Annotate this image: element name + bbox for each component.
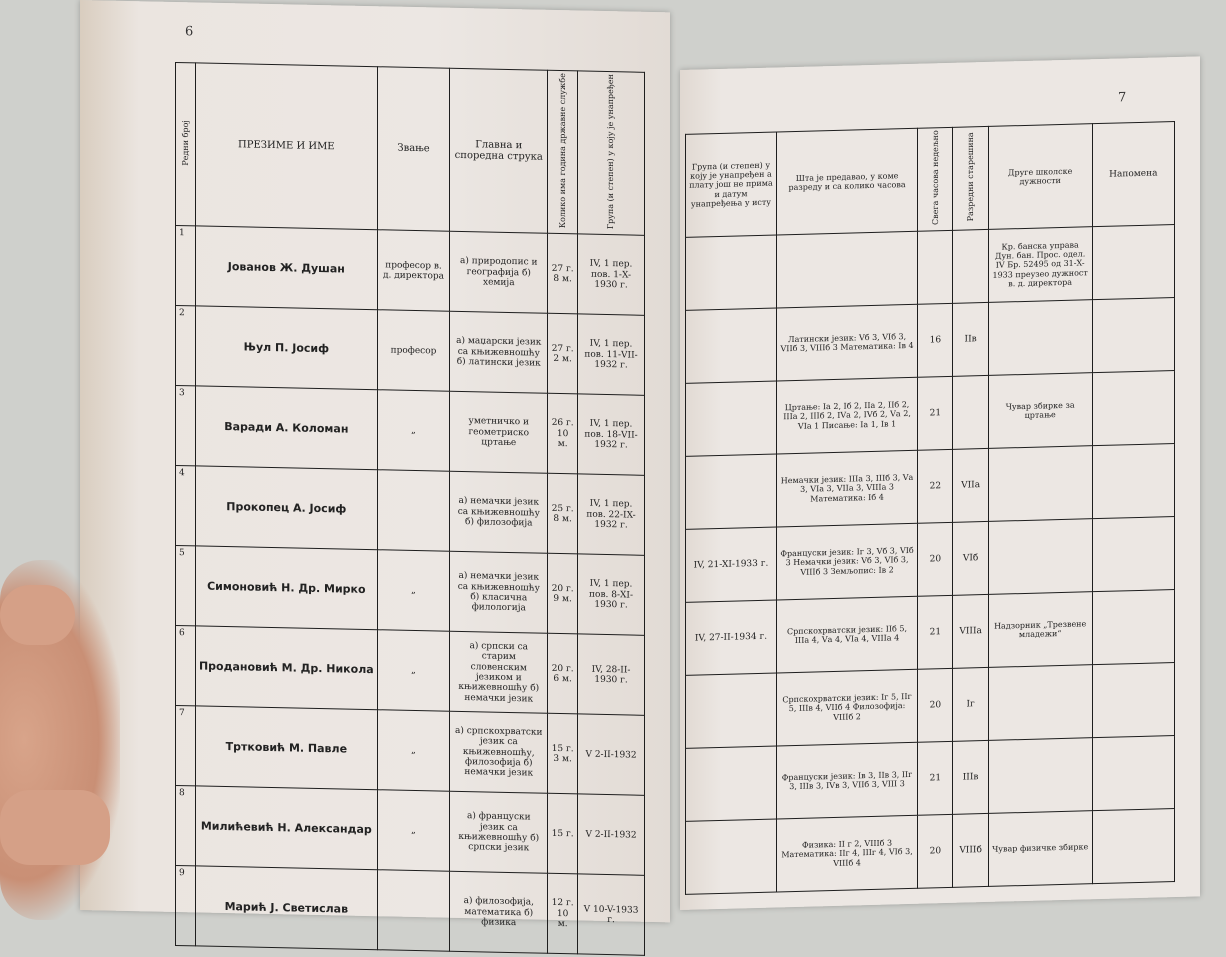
person-name: Јованов Ж. Душан [195,226,377,310]
person-name: Варади А. Коломан [195,386,377,470]
other-duties: Кр. банска управа Дун. бан. Прос. одел. IV Бр. 52495 од 31-X-1933 преузео дужност в. д. директора [988,227,1092,303]
remark [1092,371,1174,446]
service-years: 20 г. 6 м. [548,634,578,715]
header-years: Колико има година државне службе [548,70,578,234]
header-title: Звање [377,67,450,232]
other-duties [988,446,1092,522]
service-years: 15 г. [548,794,578,875]
person-title: „ [377,790,450,872]
weekly-hours: 20 [918,668,953,742]
row-number: 5 [176,546,196,626]
header-duties: Друге школске дужности [988,124,1092,230]
table-row [176,466,645,556]
table-row [176,226,645,316]
class-teacher: Iг [953,667,988,741]
subjects-taught: Физика: II г 2, VIIIб 3 Математика: IIг 4, IIIг 4, VIб 3, VIIIб 4 [776,815,917,892]
service-years: 20 г. 9 м. [548,554,578,635]
person-name: Симоновић Н. Др. Мирко [195,546,377,630]
subject-field: уметничко и геометриско цртање [450,392,548,474]
promotion-date [686,454,777,529]
other-duties: Чувар збирке за цртање [988,373,1092,449]
page-number-left: 6 [185,24,194,40]
group-rank: IV, 1 пер. пов. 8-XI-1930 г. [578,554,645,635]
other-duties: Чувар физичке збирке [988,811,1092,887]
table-row [686,517,1175,603]
remark [1092,590,1174,665]
service-years: 27 г. 2 м. [548,314,578,395]
table-row [176,786,645,876]
person-name: Продановић М. Др. Никола [195,626,377,710]
person-title: „ [377,390,450,472]
header-group: Група (и степен) у коју је унапређен [578,71,645,236]
remark [1092,517,1174,592]
table-row [176,626,645,716]
header-note: Напомена [1092,122,1174,227]
table-row [686,444,1175,530]
person-name: Њул П. Јосиф [195,306,377,390]
table-row [176,306,645,396]
person-name: Марић Ј. Светислав [195,866,377,950]
row-number: 2 [176,306,196,386]
weekly-hours: 16 [918,303,953,377]
header-promotion: Група (и степен) у коју је унапређен а плату још не прима и датум унапређења у исту [686,132,777,237]
promotion-date: IV, 21-XI-1933 г. [686,527,777,602]
group-rank: V 2-II-1932 [578,714,645,795]
person-title: „ [377,710,450,792]
person-title [377,870,450,952]
remark [1092,444,1174,519]
promotion-date: IV, 27-II-1934 г. [686,600,777,675]
table-row [686,225,1175,311]
right-table [685,121,1175,895]
other-duties [988,665,1092,741]
subjects-taught: Српскохрватски језик: Iг 5, IIг 5, IIIв 4, VIIб 4 Филозофија: VIIIб 2 [776,669,917,746]
row-number: 9 [176,866,196,946]
subject-field: а) маџарски језик са књижевношћу б) латински језик [450,312,548,394]
subject-field: а) филозофија, математика б) физика [450,872,548,954]
table-row [686,809,1175,895]
person-title: „ [377,630,450,712]
row-number: 6 [176,626,196,706]
subjects-taught [776,231,917,308]
group-rank: IV, 28-II-1930 г. [578,634,645,715]
subject-field: а) немачки језик са књижевношћу б) филозофија [450,472,548,554]
person-name: Прокопец А. Јосиф [195,466,377,550]
class-teacher [953,375,988,449]
weekly-hours: 21 [918,741,953,815]
service-years: 25 г. 8 м. [548,474,578,555]
header-name: ПРЕЗИМЕ И ИМЕ [195,63,377,230]
header-taught: Шта је предавао, у коме разреду и са колико часова [776,128,917,235]
promotion-date [686,235,777,310]
finger [0,790,110,865]
class-teacher: VIб [953,521,988,595]
other-duties [988,519,1092,595]
person-title [377,470,450,552]
group-rank: V 10-V-1933 г. [578,874,645,955]
subject-field: а) српскохрватски језик са књижевношћу, филозофија б) немачки језик [450,712,548,794]
table-row [686,298,1175,384]
promotion-date [686,746,777,821]
thumb [0,585,75,645]
class-teacher: IIIв [953,740,988,814]
weekly-hours: 21 [918,376,953,450]
row-number: 7 [176,706,196,786]
promotion-date [686,308,777,383]
header-class: Разредни старешина [953,126,988,230]
left-page [80,0,670,930]
subjects-taught: Цртање: Iа 2, Iб 2, IIа 2, IIб 2, IIIа 2, IIIб 2, IVа 2, IVб 2, Vа 2, VIа 1 Писање: Iа 1, Iв 1 [776,377,917,454]
group-rank: V 2-II-1932 [578,794,645,875]
other-duties: Надзорник „Трезвене младежи“ [988,592,1092,668]
subjects-taught: Француски језик: Iв 3, IIв 3, IIг 3, IIIв 3, IVв 3, VIIб 3, VIII 3 [776,742,917,819]
row-number: 1 [176,226,196,306]
header-subject: Главна и споредна струка [450,68,548,233]
person-name: Тртковић М. Павле [195,706,377,790]
table-row [686,736,1175,822]
row-number: 4 [176,466,196,546]
remark [1092,225,1174,300]
remark [1092,736,1174,811]
subjects-taught: Латински језик: Vб 3, VIб 3, VIIб 3, VIIIб 3 Математика: Iв 4 [776,304,917,381]
class-teacher [953,229,988,303]
page-number-right: 7 [1118,90,1127,106]
weekly-hours: 21 [918,595,953,669]
subject-field: а) француски језик са књижевношћу б) српски језик [450,792,548,874]
class-teacher: IIв [953,302,988,376]
left-table [175,62,645,956]
service-years: 15 г. 3 м. [548,714,578,795]
class-teacher: VIIIб [953,813,988,887]
group-rank: IV, 1 пер. пов. 1-X-1930 г. [578,234,645,315]
subject-field: а) српски са старим словенским језиком и књижевношћу б) немачки језик [450,632,548,714]
group-rank: IV, 1 пер. пов. 11-VII-1932 г. [578,314,645,395]
subjects-taught: Немачки језик: IIIа 3, IIIб 3, Vа 3, VIа 3, VIIа 3, VIIIа 3 Математика: Iб 4 [776,450,917,527]
class-teacher: VIIIа [953,594,988,668]
person-name: Милићевић Н. Александар [195,786,377,870]
weekly-hours [918,230,953,304]
service-years: 26 г. 10 м. [548,394,578,475]
table-row [176,706,645,796]
other-duties [988,738,1092,814]
person-title: професор [377,310,450,392]
subject-field: а) немачки језик са књижевношћу б) класична филологија [450,552,548,634]
remark [1092,298,1174,373]
service-years: 12 г. 10 м. [548,874,578,955]
remark [1092,809,1174,884]
header-hours: Свега часова недељно [918,127,953,231]
promotion-date [686,673,777,748]
subjects-taught: Српскохрватски језик: IIб 5, IIIа 4, Vа 4, VIа 4, VIIIа 4 [776,596,917,673]
weekly-hours: 20 [918,814,953,888]
group-rank: IV, 1 пер. пов. 18-VII-1932 г. [578,394,645,475]
weekly-hours: 22 [918,449,953,523]
table-row [176,386,645,476]
class-teacher: VIIа [953,448,988,522]
table-row [686,663,1175,749]
row-number: 8 [176,786,196,866]
subject-field: а) природопис и географија б) хемија [450,232,548,314]
subjects-taught: Француски језик: Iг 3, Vб 3, VIб 3 Немачки језик: Vб 3, VIб 3, VIIIб 3 Земљопис: Iв 2 [776,523,917,600]
promotion-date [686,819,777,894]
group-rank: IV, 1 пер. пов. 22-IX-1932 г. [578,474,645,555]
open-book [50,0,1210,930]
person-title: професор в. д. директора [377,230,450,312]
table-row [176,546,645,636]
table-row [686,371,1175,457]
service-years: 27 г. 8 м. [548,234,578,315]
table-row [176,866,645,956]
remark [1092,663,1174,738]
other-duties [988,300,1092,376]
weekly-hours: 20 [918,522,953,596]
row-number: 3 [176,386,196,466]
header-num: Редни број [176,63,196,227]
right-page [680,56,1200,910]
table-row [686,590,1175,676]
person-title: „ [377,550,450,632]
promotion-date [686,381,777,456]
